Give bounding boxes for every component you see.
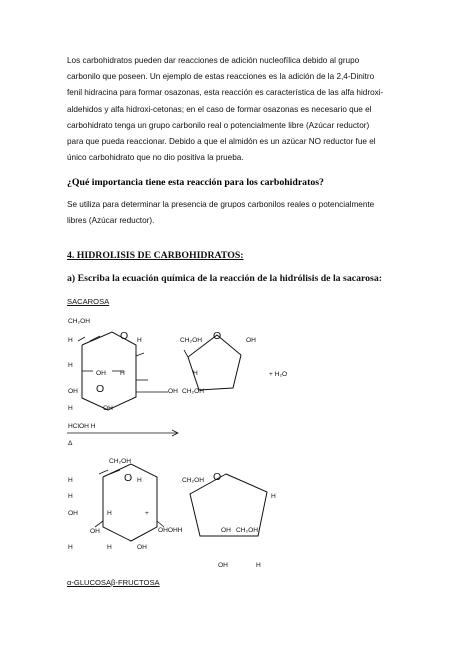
text-line: Los carbohidratos pueden dar reacciones de adición nucleofílica debido al grupo: [67, 56, 360, 65]
fructose-ring-oxygen: O: [213, 471, 222, 483]
glucose-oh-label: OH: [90, 528, 100, 535]
water-label: + H₂O: [269, 371, 288, 378]
fructose-oh-label: OH: [221, 527, 231, 534]
fructose-substituent-bond: [184, 350, 188, 357]
question-a: a) Escriba la ecuación química de la reacción de la hidrólisis de la sacarosa:: [67, 273, 383, 284]
fructose-oh-label: OH: [168, 388, 178, 395]
glucose-h-label: H: [137, 337, 142, 344]
text-line: para que pueda reaccionar. Debido a que el almidón es un azúcar NO reductor fue el: [67, 137, 376, 147]
glucose-oh-label: OH: [96, 370, 106, 377]
glucose-h-label: H: [68, 362, 73, 369]
glucose-ch2oh-label: CH₂OH: [68, 318, 90, 325]
glucose-ring-oxygen: O: [120, 330, 129, 342]
fructose-h-label: H: [271, 493, 276, 500]
text-line: libres (Azúcar reductor).: [67, 216, 155, 226]
bridge-oxygen: O: [96, 383, 105, 395]
fructose-ch2oh-label: CH₂OH: [180, 337, 202, 344]
text-line: fenil hidracina para formar osazonas, esta reacción es característica de las alfa hidroxi-: [67, 88, 384, 98]
fructose-ch2oh-label: CH₂OH: [182, 388, 204, 395]
oh-group-label: OHOHH: [158, 527, 183, 534]
glucose-substituent-bond: [136, 353, 144, 356]
reaction-conditions: HClOH H: [68, 423, 96, 430]
fructose-oh-label: OH: [246, 337, 256, 344]
glucose-ring-oxygen: O: [124, 472, 133, 484]
glucose-oh-label: OH: [137, 544, 147, 551]
question-heading: ¿Qué importancia tiene esta reacción para los carbohidratos?: [67, 177, 324, 188]
glucose-substituent-bond: [95, 521, 103, 527]
glucose-h-label: H: [68, 405, 73, 412]
glucose-ch2oh-label: CH₂OH: [109, 458, 131, 465]
glucose-h-label: H: [120, 370, 125, 377]
glucose-oh-label: OH: [68, 510, 78, 517]
glucose-oh-label: OH: [68, 388, 78, 395]
glucose-ring-bond: [90, 336, 100, 341]
fructose-h-label: H: [256, 562, 261, 569]
fructose-ch2oh-label: CH₂OH: [182, 477, 204, 484]
product-label: α-GLUCOSAβ-FRUCTOSA: [67, 578, 160, 587]
glucose-h-label: H: [107, 510, 112, 517]
section-title: 4. HIDROLISIS DE CARBOHIDRATOS:: [67, 250, 244, 261]
fructose-h-label: H: [193, 370, 198, 377]
glucose-h-label: H: [107, 544, 112, 551]
heat-symbol: Δ: [68, 440, 73, 447]
sacarosa-label: SACAROSA: [67, 297, 110, 306]
text-line: aldehidos y alfa hidroxi-cetonas; en el caso de formar osazonas es necesario que el: [67, 104, 372, 114]
glucose-h-label: H: [68, 337, 73, 344]
glucose-oh-label: OH: [103, 405, 113, 412]
fructose-ring-oxygen: O: [213, 330, 222, 342]
glucose-substituent-bond: [110, 470, 120, 474]
text-line: carbonilo que poseen. Un ejemplo de estas reacciones es la adición de la 2,4-Dinitro: [67, 72, 375, 82]
glucose-h-label: H: [68, 477, 73, 484]
text-line: único carbohidrato que no dio positiva la prueba.: [67, 153, 244, 163]
glucose-h-label: H: [137, 477, 142, 484]
fructose-ch2oh-label: CH₂OH: [236, 527, 258, 534]
glucose-ring-bond: [78, 337, 85, 341]
glucose-h-label: H: [68, 544, 73, 551]
fructose-oh-label: OH: [218, 562, 228, 569]
glucose-substituent-bond: [99, 470, 108, 474]
text-line: Se utiliza para determinar la presencia de grupos carbonilos reales o potencialmente: [67, 200, 375, 209]
glucose-h-label: H: [68, 493, 73, 500]
plus-sign: +: [145, 510, 149, 517]
text-line: carbohidrato tenga un grupo carbonilo real o potencialmente libre (Azúcar reductor): [67, 120, 370, 130]
